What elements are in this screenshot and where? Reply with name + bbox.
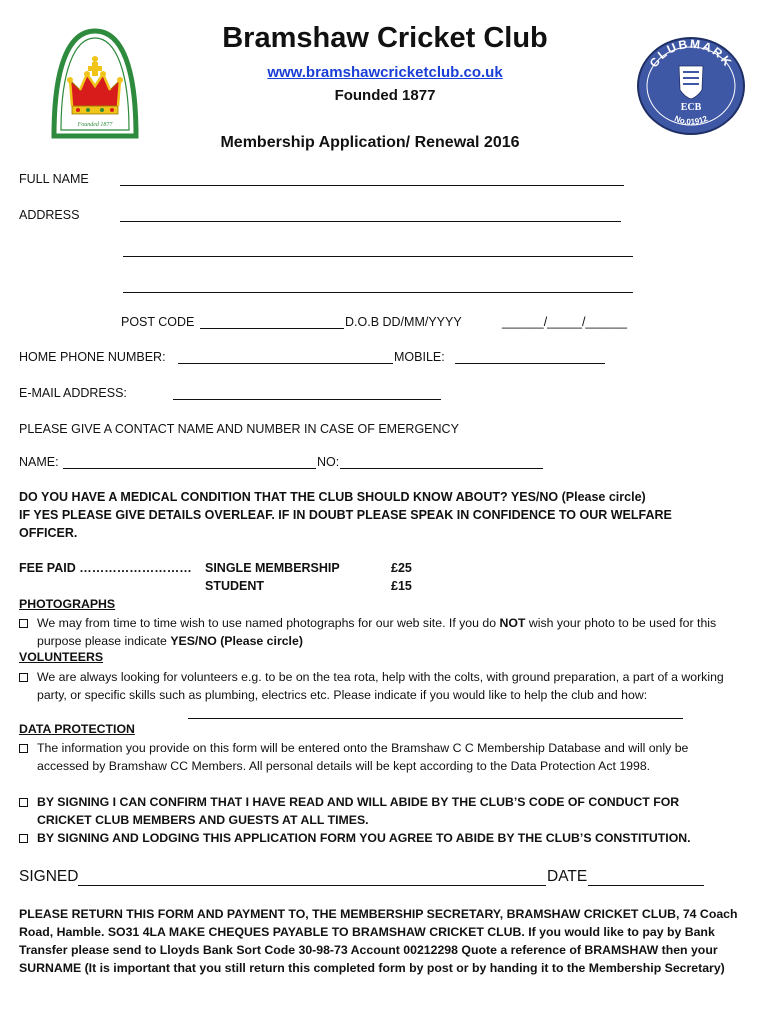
photo-not: NOT [499,616,526,630]
emergency-name-field[interactable] [63,468,316,469]
data-protection-text: The information you provide on this form will be entered onto the Bramshaw C C Membership Database and will only be accessed by Bramshaw CC Members. All personal details will be kept according to the Data Protection Act 1998. [37,741,689,773]
mobile-field[interactable] [455,363,605,364]
email-field[interactable] [173,399,441,400]
volunteers-heading: VOLUNTEERS [19,650,104,664]
checkbox-bullet-icon [19,619,28,628]
checkbox-bullet-icon [19,798,28,807]
address-field-line-1[interactable] [120,221,621,222]
full-name-label: FULL NAME [19,172,89,186]
fee-type-student: STUDENT [205,579,265,593]
email-label: E-MAIL ADDRESS: [19,386,127,400]
dob-field[interactable]: ______/_____/______ [502,315,628,329]
photo-yes-no[interactable]: YES/NO (Please circle) [170,634,303,648]
svg-text:Founded 1877: Founded 1877 [77,122,113,128]
club-title: Bramshaw Cricket Club [222,22,548,54]
constitution-item [19,829,731,847]
address-label: ADDRESS [19,208,80,222]
club-website-link[interactable]: www.bramshawcricketclub.co.uk [267,64,503,81]
volunteers-item [19,668,731,704]
photographs-heading: PHOTOGRAPHS [19,597,116,611]
data-protection-heading: DATA PROTECTION [19,722,135,736]
return-instructions: PLEASE RETURN THIS FORM AND PAYMENT TO, THE MEMBERSHIP SECRETARY, BRAMSHAW CRICKET CLUB, 74 Coach Road, Hamble. SO31 4LA MAKE CHEQUES PAYABLE TO BRAMSHAW CRICKET CLUB. If you would like to pay by Bank Transfer please send to Lloyds Bank Sort Code 30-98-73 Account 00212298 Quote a reference of BRAMSHAW then your SURNAME (It is important that you still return this completed form by post or by handing it to the Membership Secretary) [19,907,738,975]
volunteer-help-field[interactable] [188,718,683,719]
photo-text: We may from time to time wish to use named photographs for our web site. If you do [37,616,500,630]
fee-paid-label: FEE PAID ……………………… [19,561,192,575]
post-code-field[interactable] [200,328,344,329]
emergency-number-label: NO: [317,455,340,469]
date-label: DATE [547,868,588,885]
fee-price-student: £15 [391,579,412,593]
code-of-conduct-text: BY SIGNING I CAN CONFIRM THAT I HAVE READ AND WILL ABIDE BY THE CLUB’S CODE OF CONDUCT FOR CRICKET CLUB MEMBERS AND GUESTS AT ALL TIMES. [37,795,680,827]
photographs-item [19,614,731,650]
fee-type-single: SINGLE MEMBERSHIP [205,561,340,575]
home-phone-label: HOME PHONE NUMBER: [19,350,166,364]
fee-price-single: £25 [391,561,412,575]
constitution-text: BY SIGNING AND LODGING THIS APPLICATION FORM YOU AGREE TO ABIDE BY THE CLUB’S CONSTITUTION. [37,831,691,845]
checkbox-bullet-icon [19,744,28,753]
svg-text:No.01912: No.01912 [673,113,709,127]
full-name-field[interactable] [120,185,624,186]
emergency-number-field[interactable] [340,468,543,469]
checkbox-bullet-icon [19,834,28,843]
address-field-line-3[interactable] [123,292,633,293]
signed-label: SIGNED [19,868,79,885]
photo-text-2: wish your photo to be used for this purpose please indicate [37,616,717,648]
svg-text:CLUBMARK: CLUBMARK [646,36,736,70]
volunteers-text: We are always looking for volunteers e.g. to be on the tea rota, help with the colts, with ground preparation, a part of a working party, or specific skills such as plumbing, electrics etc. Please indicate if you would like to help the club and how: [37,670,724,702]
checkbox-bullet-icon [19,673,28,682]
medical-question: DO YOU HAVE A MEDICAL CONDITION THAT THE CLUB SHOULD KNOW ABOUT? YES/NO (Please circle) [19,490,646,504]
address-field-line-2[interactable] [123,256,633,257]
code-of-conduct-item [19,793,731,829]
dob-label: D.O.B DD/MM/YYYY [345,315,462,329]
founded-year: Founded 1877 [334,87,436,104]
signature-field[interactable] [78,885,546,886]
mobile-label: MOBILE: [394,350,445,364]
medical-details-note: IF YES PLEASE GIVE DETAILS OVERLEAF. IF IN DOUBT PLEASE SPEAK IN CONFIDENCE TO OUR WELFARE [19,508,672,522]
medical-officer-note: OFFICER. [19,526,78,540]
emergency-name-label: NAME: [19,455,59,469]
emergency-contact-instruction: PLEASE GIVE A CONTACT NAME AND NUMBER IN CASE OF EMERGENCY [19,422,459,436]
form-subtitle: Membership Application/ Renewal 2016 [220,134,520,151]
date-field[interactable] [588,885,704,886]
post-code-label: POST CODE [121,315,195,329]
data-protection-item [19,739,731,775]
svg-text:ECB: ECB [680,102,702,113]
home-phone-field[interactable] [178,363,393,364]
